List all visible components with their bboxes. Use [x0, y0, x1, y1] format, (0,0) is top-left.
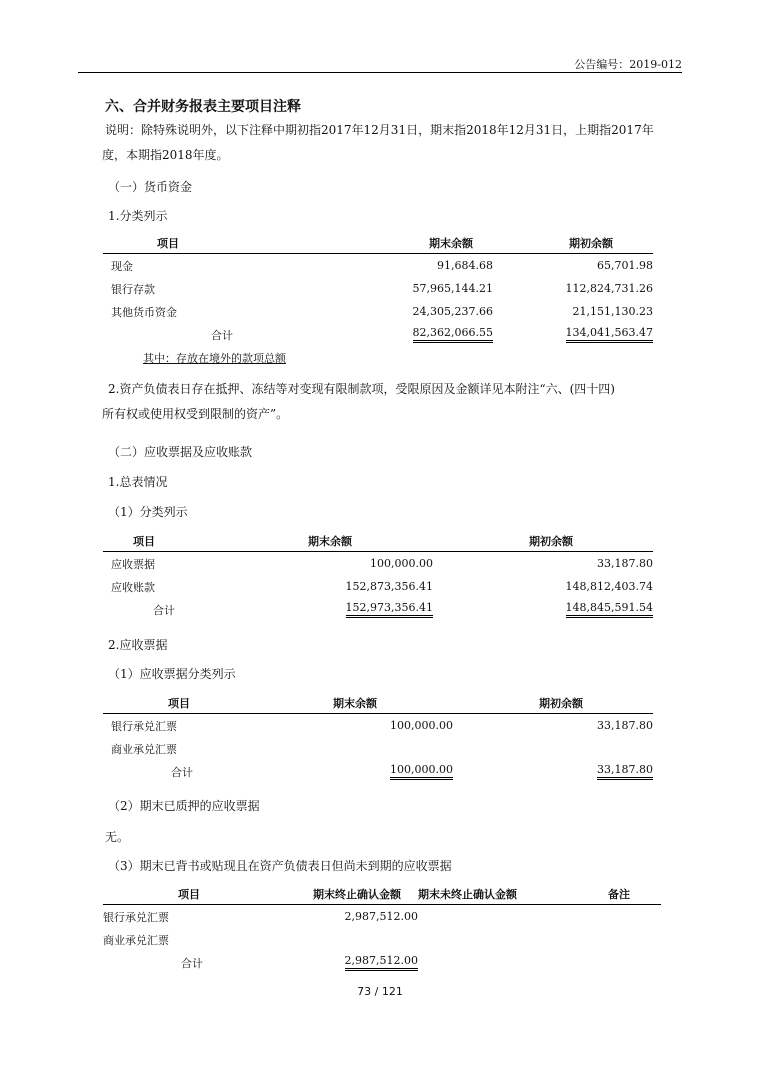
table-row: 商业承兑汇票: [103, 933, 169, 947]
intro-paragraph: [102, 118, 682, 168]
intro-line-2: 度，本期指2018年度。: [102, 148, 229, 162]
receivables-table: 项目 期末余额 期初余额 应收票据 100,000.00 33,187.80 应收账款 152,873,356.41 148,812,403.74 合计 152,973,356.41 148,845,591.54: [103, 531, 653, 621]
monetary-note: 其中：存放在境外的款项总额: [143, 352, 286, 365]
col-header-item: 项目: [103, 233, 233, 254]
announcement-number: 公告编号：2019-012: [574, 58, 682, 71]
monetary-table: [103, 233, 653, 346]
monetary-sub1: 1.分类列示: [108, 209, 168, 223]
table-row: 商业承兑汇票: [111, 742, 177, 756]
notes-heading: 2.应收票据: [108, 638, 168, 652]
table-row: 银行承兑汇票 100,000.00 33,187.80: [111, 719, 653, 733]
receivables-sub1-1: （1）分类列示: [108, 505, 188, 519]
notes-receivable-table: 项目 期末余额 期初余额 银行承兑汇票 100,000.00 33,187.80 商业承兑汇票 合计 100,000.00 33,187.80: [103, 693, 653, 783]
table-row: 现金 91,684.68 65,701.98: [111, 259, 653, 273]
notes-sub2: （2）期末已质押的应收票据: [108, 799, 260, 813]
receivables-heading: （二）应收票据及应收账款: [108, 445, 253, 459]
table-row: 银行存款 57,965,144.21 112,824,731.26: [111, 282, 653, 296]
receivables-sub1: 1.总表情况: [108, 475, 168, 489]
table-row: 应收账款 152,873,356.41 148,812,403.74: [111, 580, 653, 594]
table-row: 其他货币资金 24,305,237.66 21,151,130.23: [111, 305, 653, 319]
monetary-heading: （一）货币资金: [108, 180, 193, 194]
endorsed-notes-table: 项目 期末终止确认金额 期末未终止确认金额 备注 银行承兑汇票 2,987,512.00 商业承兑汇票 合计 2,987,512.00: [103, 884, 661, 974]
notes-sub2-value: 无。: [105, 830, 130, 844]
table-row: 银行承兑汇票 2,987,512.00: [103, 910, 418, 924]
header-rule: [78, 72, 682, 73]
page-number: 73 / 121: [357, 985, 403, 998]
table-row: 应收票据 100,000.00 33,187.80: [111, 557, 653, 571]
col-header-end: 期末余额: [233, 233, 493, 254]
col-header-begin: 期初余额: [493, 233, 653, 254]
section-title: 六、合并财务报表主要项目注释: [105, 99, 301, 115]
table-total-row: 合计 152,973,356.41 148,845,591.54: [153, 601, 653, 617]
notes-sub3: （3）期末已背书或贴现且在资产负债表日但尚未到期的应收票据: [108, 859, 452, 873]
table-total-row: 合计 100,000.00 33,187.80: [171, 763, 653, 779]
restricted-paragraph: 2.资产负债表日存在抵押、冻结等对变现有限制款项，受限原因及金额详见本附注“六、(四十四) 所有权或使用权受到限制的资产”。: [102, 382, 615, 421]
intro-line-1: 说明：除特殊说明外，以下注释中期初指2017年12月31日，期末指2018年12月31日，上期指2017年: [105, 123, 654, 137]
table-total-row: 合计 82,362,066.55 134,041,563.47: [211, 326, 653, 342]
table-total-row: 合计 2,987,512.00: [181, 954, 418, 970]
notes-sub1: （1）应收票据分类列示: [108, 667, 236, 681]
